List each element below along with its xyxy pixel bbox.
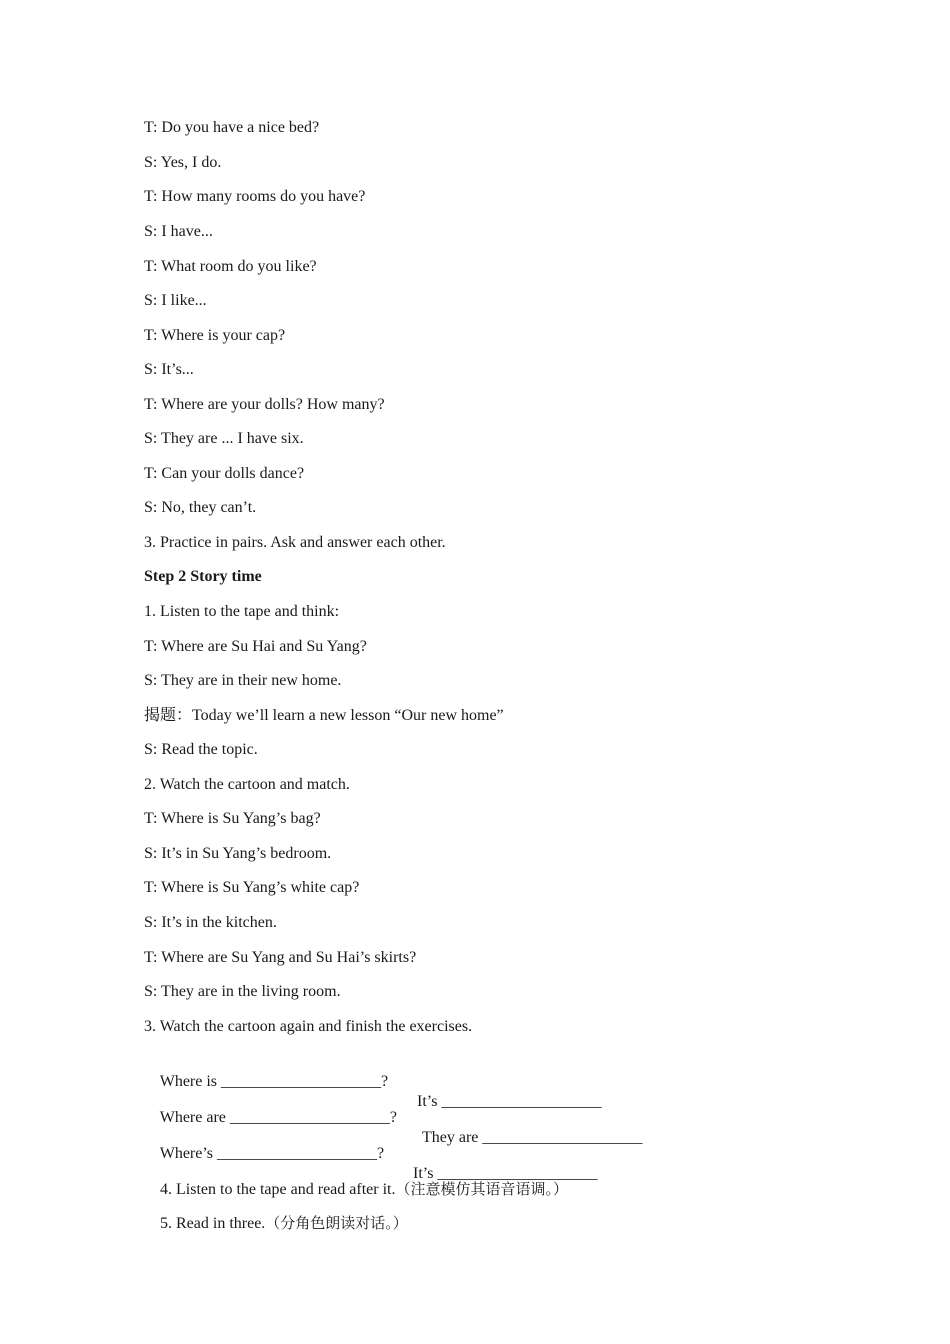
dialogue-line: T: How many rooms do you have? (144, 188, 366, 205)
dialogue-line: S: I like... (144, 292, 207, 309)
step4-note: （注意模仿其语音语调。） (395, 1180, 568, 1198)
dialogue-line: T: Where is Su Yang’s white cap? (144, 879, 360, 896)
exercise-answer: It’s ____________________ (417, 1093, 602, 1110)
dialogue-line: T: Do you have a nice bed? (144, 119, 320, 136)
instruction-line: 2. Watch the cartoon and match. (144, 776, 350, 793)
step5-text: 5. Read in three. (160, 1215, 266, 1232)
instruction-line: 3. Practice in pairs. Ask and answer each other. (144, 534, 446, 551)
dialogue-line: S: It’s in the kitchen. (144, 914, 277, 931)
exercise-question: Where is ____________________? (159, 1073, 389, 1090)
step5-note: （分角色朗读对话。） (265, 1214, 408, 1232)
exercise-question: Where are ____________________? (159, 1109, 397, 1126)
dialogue-line: T: Where are Su Yang and Su Hai’s skirts? (144, 949, 417, 966)
dialogue-line: T: What room do you like? (144, 258, 317, 275)
dialogue-line: S: I have... (144, 223, 213, 240)
dialogue-line: S: Yes, I do. (144, 154, 222, 171)
dialogue-line: T: Can your dolls dance? (144, 465, 305, 482)
dialogue-line: T: Where are your dolls? How many? (144, 396, 385, 413)
instruction-line (144, 1193, 408, 1254)
instruction-line: 3. Watch the cartoon again and finish the exercises. (144, 1018, 473, 1035)
dialogue-line: T: Where is Su Yang’s bag? (144, 810, 321, 827)
dialogue-line: T: Where is your cap? (144, 327, 286, 344)
dialogue-line: S: It’s in Su Yang’s bedroom. (144, 845, 332, 862)
exercise-question: Where’s ____________________? (159, 1145, 385, 1162)
dialogue-line: S: They are in their new home. (144, 672, 342, 689)
step4-text: 4. Listen to the tape and read after it. (160, 1181, 396, 1198)
dialogue-line: S: It’s... (144, 361, 194, 378)
section-heading: Step 2 Story time (144, 568, 262, 585)
topic-line: 揭题：Today we’ll learn a new lesson “Our new home” (144, 707, 504, 724)
dialogue-line: T: Where are Su Hai and Su Yang? (144, 638, 367, 655)
dialogue-line: S: Read the topic. (144, 741, 258, 758)
dialogue-line: S: No, they can’t. (144, 499, 257, 516)
exercise-answer: They are ____________________ (422, 1129, 643, 1146)
instruction-line: 1. Listen to the tape and think: (144, 603, 340, 620)
dialogue-line: S: They are in the living room. (144, 983, 341, 1000)
exercise-answer: It’s ____________________ (413, 1165, 598, 1182)
dialogue-line: S: They are ... I have six. (144, 430, 304, 447)
